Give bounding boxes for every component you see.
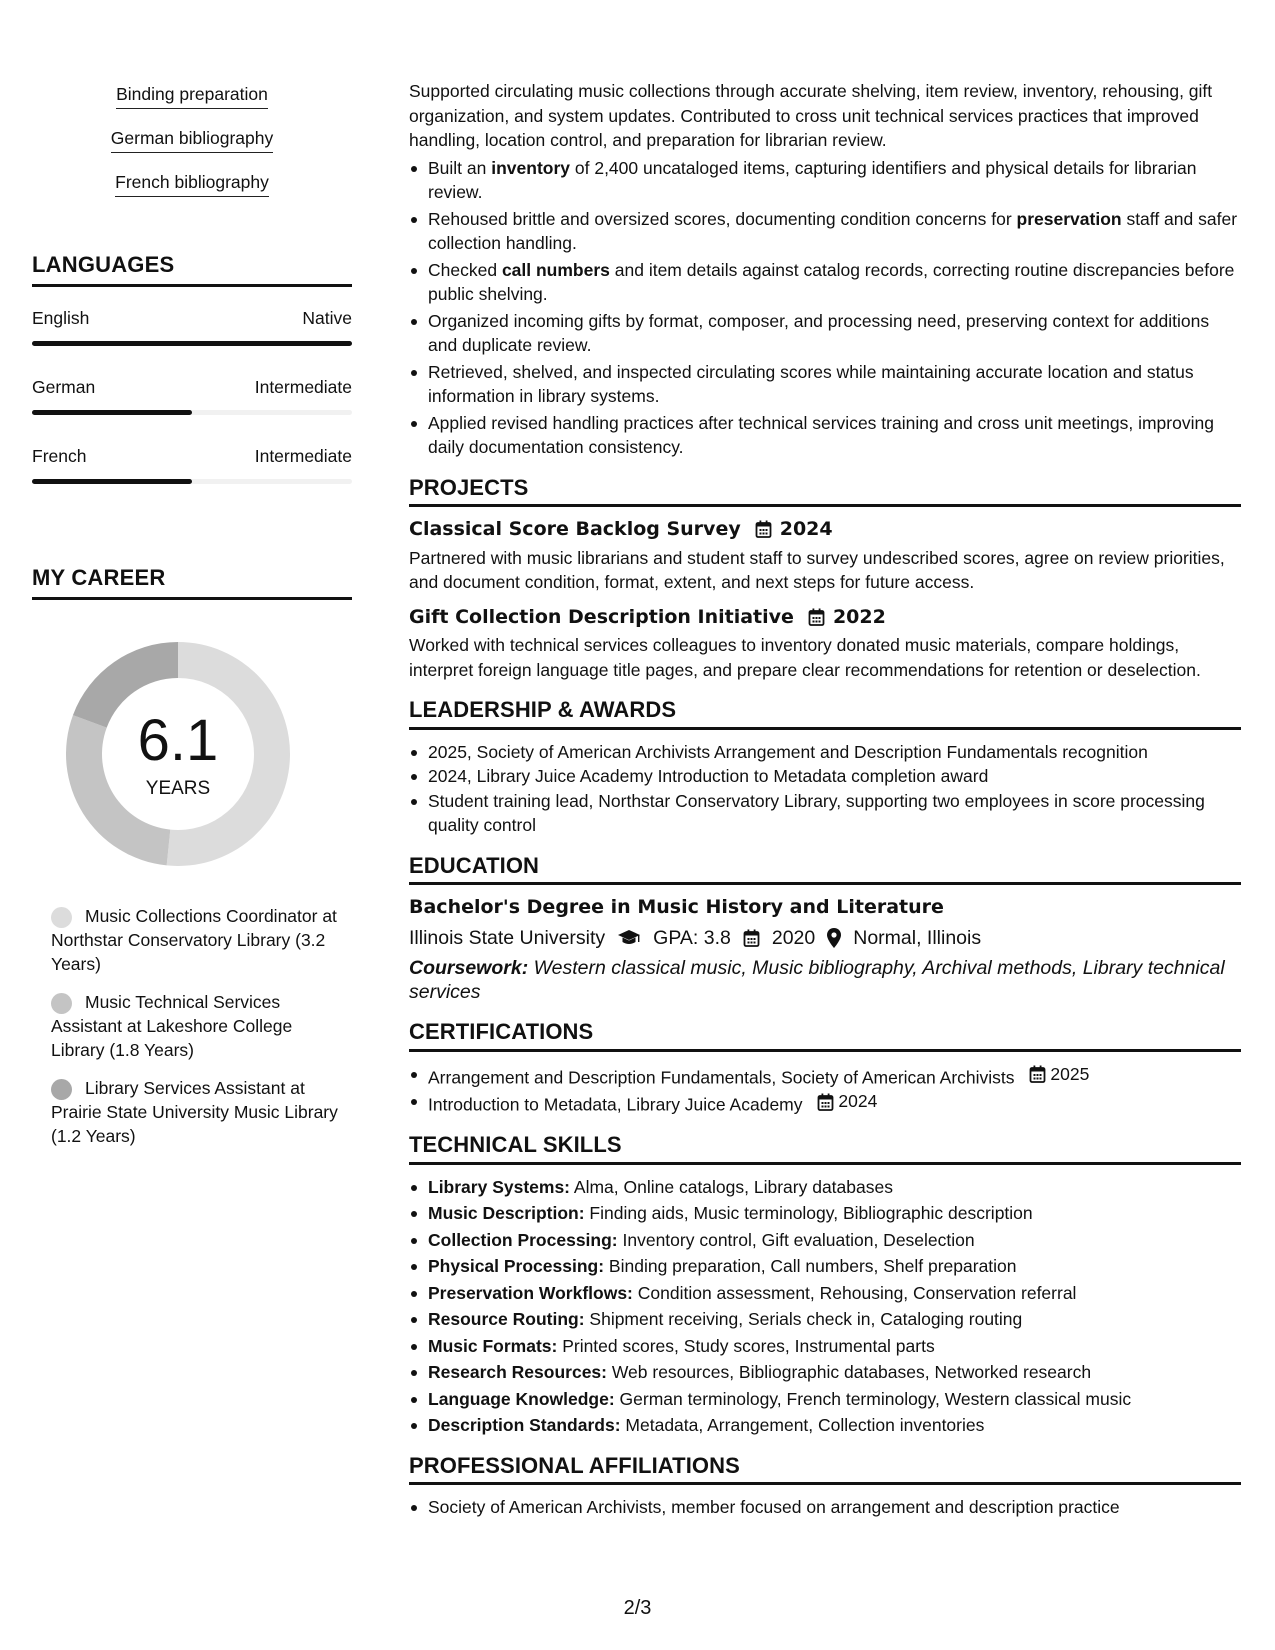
leadership-item: 2025, Society of American Archivists Arrangement and Description Fundamentals recognition [409,740,1241,765]
skill-item: Library Systems: Alma, Online catalogs, Library databases [409,1175,1241,1200]
language-name: English [32,308,90,328]
career-legend-item [51,990,341,1062]
page-number: 2/3 [623,1597,652,1619]
skill-tag-label: Binding preparation [116,84,268,109]
language-proficiency-bar [32,410,352,415]
certification-item [409,1062,1241,1090]
language-row [32,308,352,346]
career-legend [51,904,341,1162]
experience-bullet: Organized incoming gifts by format, composer, and processing need, preserving context for additions and duplicate review. [409,309,1241,358]
language-proficiency-bar [32,479,352,484]
language-name: French [32,446,87,466]
project-name: Gift Collection Description Initiative [409,605,794,628]
career-total [66,642,290,866]
technical-skills-list [409,1175,1241,1438]
language-row [32,377,352,415]
legend-dot-icon [51,993,72,1014]
main-content [409,79,1241,1520]
career-total-unit: YEARS [145,778,211,799]
calendar-icon [808,608,825,626]
language-level: Intermediate [254,377,352,397]
skill-item: Preservation Workflows: Condition assessment, Rehousing, Conservation referral [409,1281,1241,1306]
skill-tag-label: German bibliography [111,128,273,153]
education-heading: EDUCATION [409,854,1241,886]
leadership-list [409,740,1241,838]
skill-item: Resource Routing: Shipment receiving, Serials check in, Cataloging routing [409,1307,1241,1332]
legend-dot-icon [51,907,72,928]
affiliations-list [409,1495,1241,1520]
education-meta [409,926,1241,951]
leadership-heading: LEADERSHIP & AWARDS [409,698,1241,730]
location-pin-icon [827,928,841,948]
project-description: Worked with technical services colleagues to inventory donated music materials, compare holdings, interpret foreign language title pages, and prepare clear recommendations for retention or deselection. [409,635,1201,680]
calendar-icon [743,929,760,947]
project-title [409,605,1241,630]
affiliations-heading: PROFESSIONAL AFFILIATIONS [409,1454,1241,1486]
language-proficiency-fill [32,341,352,346]
skill-item: Research Resources: Web resources, Bibliographic databases, Networked research [409,1360,1241,1385]
career-legend-item [51,904,341,976]
career-legend-label: Library Services Assistant at Prairie State University Music Library (1.2 Years) [51,1078,338,1146]
skill-item: Physical Processing: Binding preparation, Call numbers, Shelf preparation [409,1254,1241,1279]
languages-heading: LANGUAGES [32,252,352,287]
career-total-value: 6.1 [137,708,219,773]
career-legend-label: Music Technical Services Assistant at Lakeshore College Library (1.8 Years) [51,992,293,1060]
experience-bullets [409,156,1241,460]
leadership-item: Student training lead, Northstar Conservatory Library, supporting two employees in score processing quality control [409,789,1241,838]
certifications-heading: CERTIFICATIONS [409,1020,1241,1052]
career-heading: MY CAREER [32,565,352,600]
experience-bullet: Applied revised handling practices after technical services training and cross unit meetings, improving daily documentation consistency. [409,411,1241,460]
language-row [32,446,352,484]
coursework-label: Coursework: [409,957,529,979]
education-gpa: GPA: 3.8 [653,926,731,949]
graduation-cap-icon [617,929,641,947]
education-school: Illinois State University [409,926,606,949]
language-proficiency-fill [32,479,192,484]
language-name: German [32,377,96,397]
certification-year: 2025 [1050,1063,1090,1084]
technical-skills-heading: TECHNICAL SKILLS [409,1133,1241,1165]
skill-item: Collection Processing: Inventory control, Gift evaluation, Deselection [409,1228,1241,1253]
skill-item: Music Formats: Printed scores, Study scores, Instrumental parts [409,1334,1241,1359]
project-year: 2024 [779,518,833,540]
certification-year: 2024 [838,1091,878,1112]
skill-item: Description Standards: Metadata, Arrangement, Collection inventories [409,1413,1241,1438]
project-description: Partnered with music librarians and student staff to survey undescribed scores, agree on review priorities, and document condition, format, extent, and next steps for future access. [409,547,1225,592]
experience-bullet: Rehoused brittle and oversized scores, documenting condition concerns for preservation staff and safer collection handling. [409,207,1241,256]
project-title [409,517,1241,542]
calendar-icon [1029,1065,1046,1083]
skill-item: Music Description: Finding aids, Music terminology, Bibliographic description [409,1201,1241,1226]
certification-name: Introduction to Metadata, Library Juice Academy [428,1094,803,1115]
education-coursework [409,956,1241,1004]
experience-bullet: Checked call numbers and item details against catalog records, correcting routine discrepancies before public shelving. [409,258,1241,307]
legend-dot-icon [51,1079,72,1100]
career-legend-label: Music Collections Coordinator at Northstar Conservatory Library (3.2 Years) [51,906,337,974]
projects-heading: PROJECTS [409,476,1241,508]
certification-name: Arrangement and Description Fundamentals, Society of American Archivists [428,1066,1015,1087]
language-level: Intermediate [254,446,352,466]
affiliation-item: Society of American Archivists, member focused on arrangement and description practice [409,1495,1241,1520]
education-degree: Bachelor's Degree in Music History and Literature [409,896,944,918]
certification-item [409,1089,1241,1117]
career-legend-item [51,1076,341,1148]
language-proficiency-fill [32,410,192,415]
leadership-item: 2024, Library Juice Academy Introduction to Metadata completion award [409,764,1241,789]
experience-summary: Supported circulating music collections through accurate shelving, item review, inventory, rehousing, gift organization, and system updates. Contributed to cross unit technical services practices that improved handling, location control, and preparation for librarian review. [409,81,1213,150]
project-year: 2022 [832,605,886,628]
education-year: 2020 [771,926,816,949]
experience-bullet: Built an inventory of 2,400 uncataloged items, capturing identifiers and physical details for librarian review. [409,156,1241,205]
language-proficiency-bar [32,341,352,346]
skill-item: Language Knowledge: German terminology, French terminology, Western classical music [409,1387,1241,1412]
skill-tag [32,128,352,153]
coursework-list: Western classical music, Music bibliography, Archival methods, Library technical services [409,957,1225,1003]
skill-tag-label: French bibliography [115,172,269,197]
project-name: Classical Score Backlog Survey [409,518,741,540]
education-location: Normal, Illinois [853,926,982,949]
experience-bullet: Retrieved, shelved, and inspected circulating scores while maintaining accurate location and status information in library systems. [409,360,1241,409]
language-level: Native [302,308,352,328]
skill-tag [32,172,352,197]
calendar-icon [817,1093,834,1111]
skill-tag [32,84,352,109]
calendar-icon [755,520,772,538]
certifications-list [409,1062,1241,1118]
